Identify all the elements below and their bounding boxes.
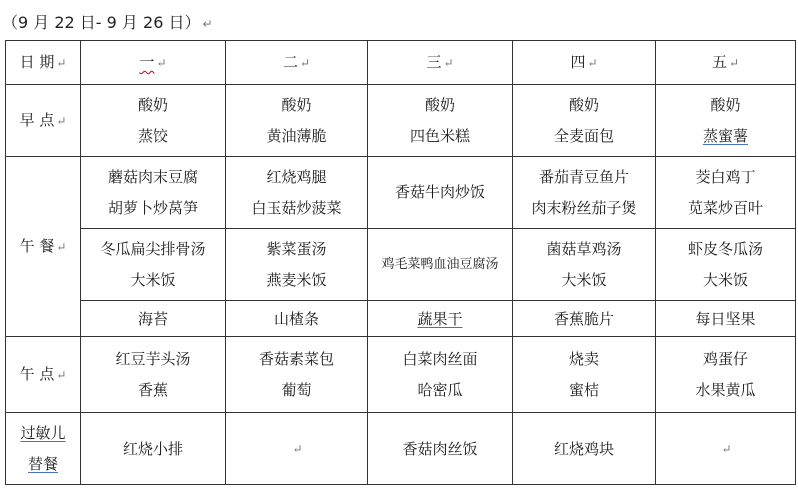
menu-cell: 香蕉脆片 bbox=[513, 301, 656, 337]
menu-cell: 酸奶 四色米糕 bbox=[368, 85, 513, 157]
date-label: 日 期 ↵ bbox=[6, 41, 81, 85]
menu-cell bbox=[226, 413, 368, 485]
menu-cell: 香菇素菜包 葡萄 bbox=[226, 337, 368, 413]
menu-cell: 酸奶 蒸饺 bbox=[81, 85, 226, 157]
menu-cell: 紫菜蛋汤 燕麦米饭 bbox=[226, 229, 368, 301]
menu-cell: 香菇牛肉炒饭 bbox=[368, 157, 513, 229]
menu-cell: 烧卖 蜜桔 bbox=[513, 337, 656, 413]
menu-cell: 菌菇草鸡汤 大米饭 bbox=[513, 229, 656, 301]
menu-cell: 酸奶 蒸蜜薯 bbox=[656, 85, 796, 157]
menu-cell: 番茄青豆鱼片 肉末粉丝茄子煲 bbox=[513, 157, 656, 229]
menu-cell: 酸奶 黄油薄脆 bbox=[226, 85, 368, 157]
lunch-row-2 bbox=[6, 229, 796, 301]
menu-cell bbox=[656, 413, 796, 485]
menu-cell: 酸奶 全麦面包 bbox=[513, 85, 656, 157]
menu-cell: 鸡蛋仔 水果黄瓜 bbox=[656, 337, 796, 413]
menu-cell: 红烧小排 bbox=[81, 413, 226, 485]
day-wed: 三 ↵ bbox=[368, 41, 513, 85]
breakfast-row bbox=[6, 85, 796, 157]
menu-cell: 山楂条 bbox=[226, 301, 368, 337]
menu-cell: 冬瓜扁尖排骨汤 大米饭 bbox=[81, 229, 226, 301]
menu-table bbox=[5, 40, 796, 485]
allergy-label: 过敏儿 替餐 bbox=[6, 413, 81, 485]
lunch-row-3 bbox=[6, 301, 796, 337]
menu-cell: 鸡毛菜鸭血油豆腐汤 bbox=[368, 229, 513, 301]
lunch-label: 午 餐 ↵ bbox=[6, 157, 81, 337]
lunch-row-1 bbox=[6, 157, 796, 229]
day-fri: 五 ↵ bbox=[656, 41, 796, 85]
day-mon: 一 ↵ bbox=[81, 41, 226, 85]
menu-cell: 蔬果干 bbox=[368, 301, 513, 337]
allergy-row bbox=[6, 413, 796, 485]
menu-cell: 红烧鸡块 bbox=[513, 413, 656, 485]
menu-cell: 海苔 bbox=[81, 301, 226, 337]
breakfast-label: 早 点 ↵ bbox=[6, 85, 81, 157]
menu-cell: 红烧鸡腿 白玉菇炒菠菜 bbox=[226, 157, 368, 229]
menu-cell: 茭白鸡丁 苋菜炒百叶 bbox=[656, 157, 796, 229]
afternoon-row bbox=[6, 337, 796, 413]
page-title: （9 月 22 日- 9 月 26 日） ↵ bbox=[2, 13, 213, 32]
day-thu: 四 ↵ bbox=[513, 41, 656, 85]
menu-cell: 蘑菇肉末豆腐 胡萝卜炒莴笋 bbox=[81, 157, 226, 229]
menu-cell: 白菜肉丝面 哈密瓜 bbox=[368, 337, 513, 413]
paragraph-mark-icon: ↵ bbox=[292, 442, 303, 456]
menu-cell: 红豆芋头汤 香蕉 bbox=[81, 337, 226, 413]
menu-cell: 香菇肉丝饭 bbox=[368, 413, 513, 485]
paragraph-mark-icon: ↵ bbox=[721, 442, 732, 456]
day-tue: 二 ↵ bbox=[226, 41, 368, 85]
paragraph-mark-icon: ↵ bbox=[202, 17, 213, 31]
menu-cell: 每日坚果 bbox=[656, 301, 796, 337]
afternoon-label: 午 点 ↵ bbox=[6, 337, 81, 413]
header-row bbox=[6, 41, 796, 85]
menu-cell: 虾皮冬瓜汤 大米饭 bbox=[656, 229, 796, 301]
